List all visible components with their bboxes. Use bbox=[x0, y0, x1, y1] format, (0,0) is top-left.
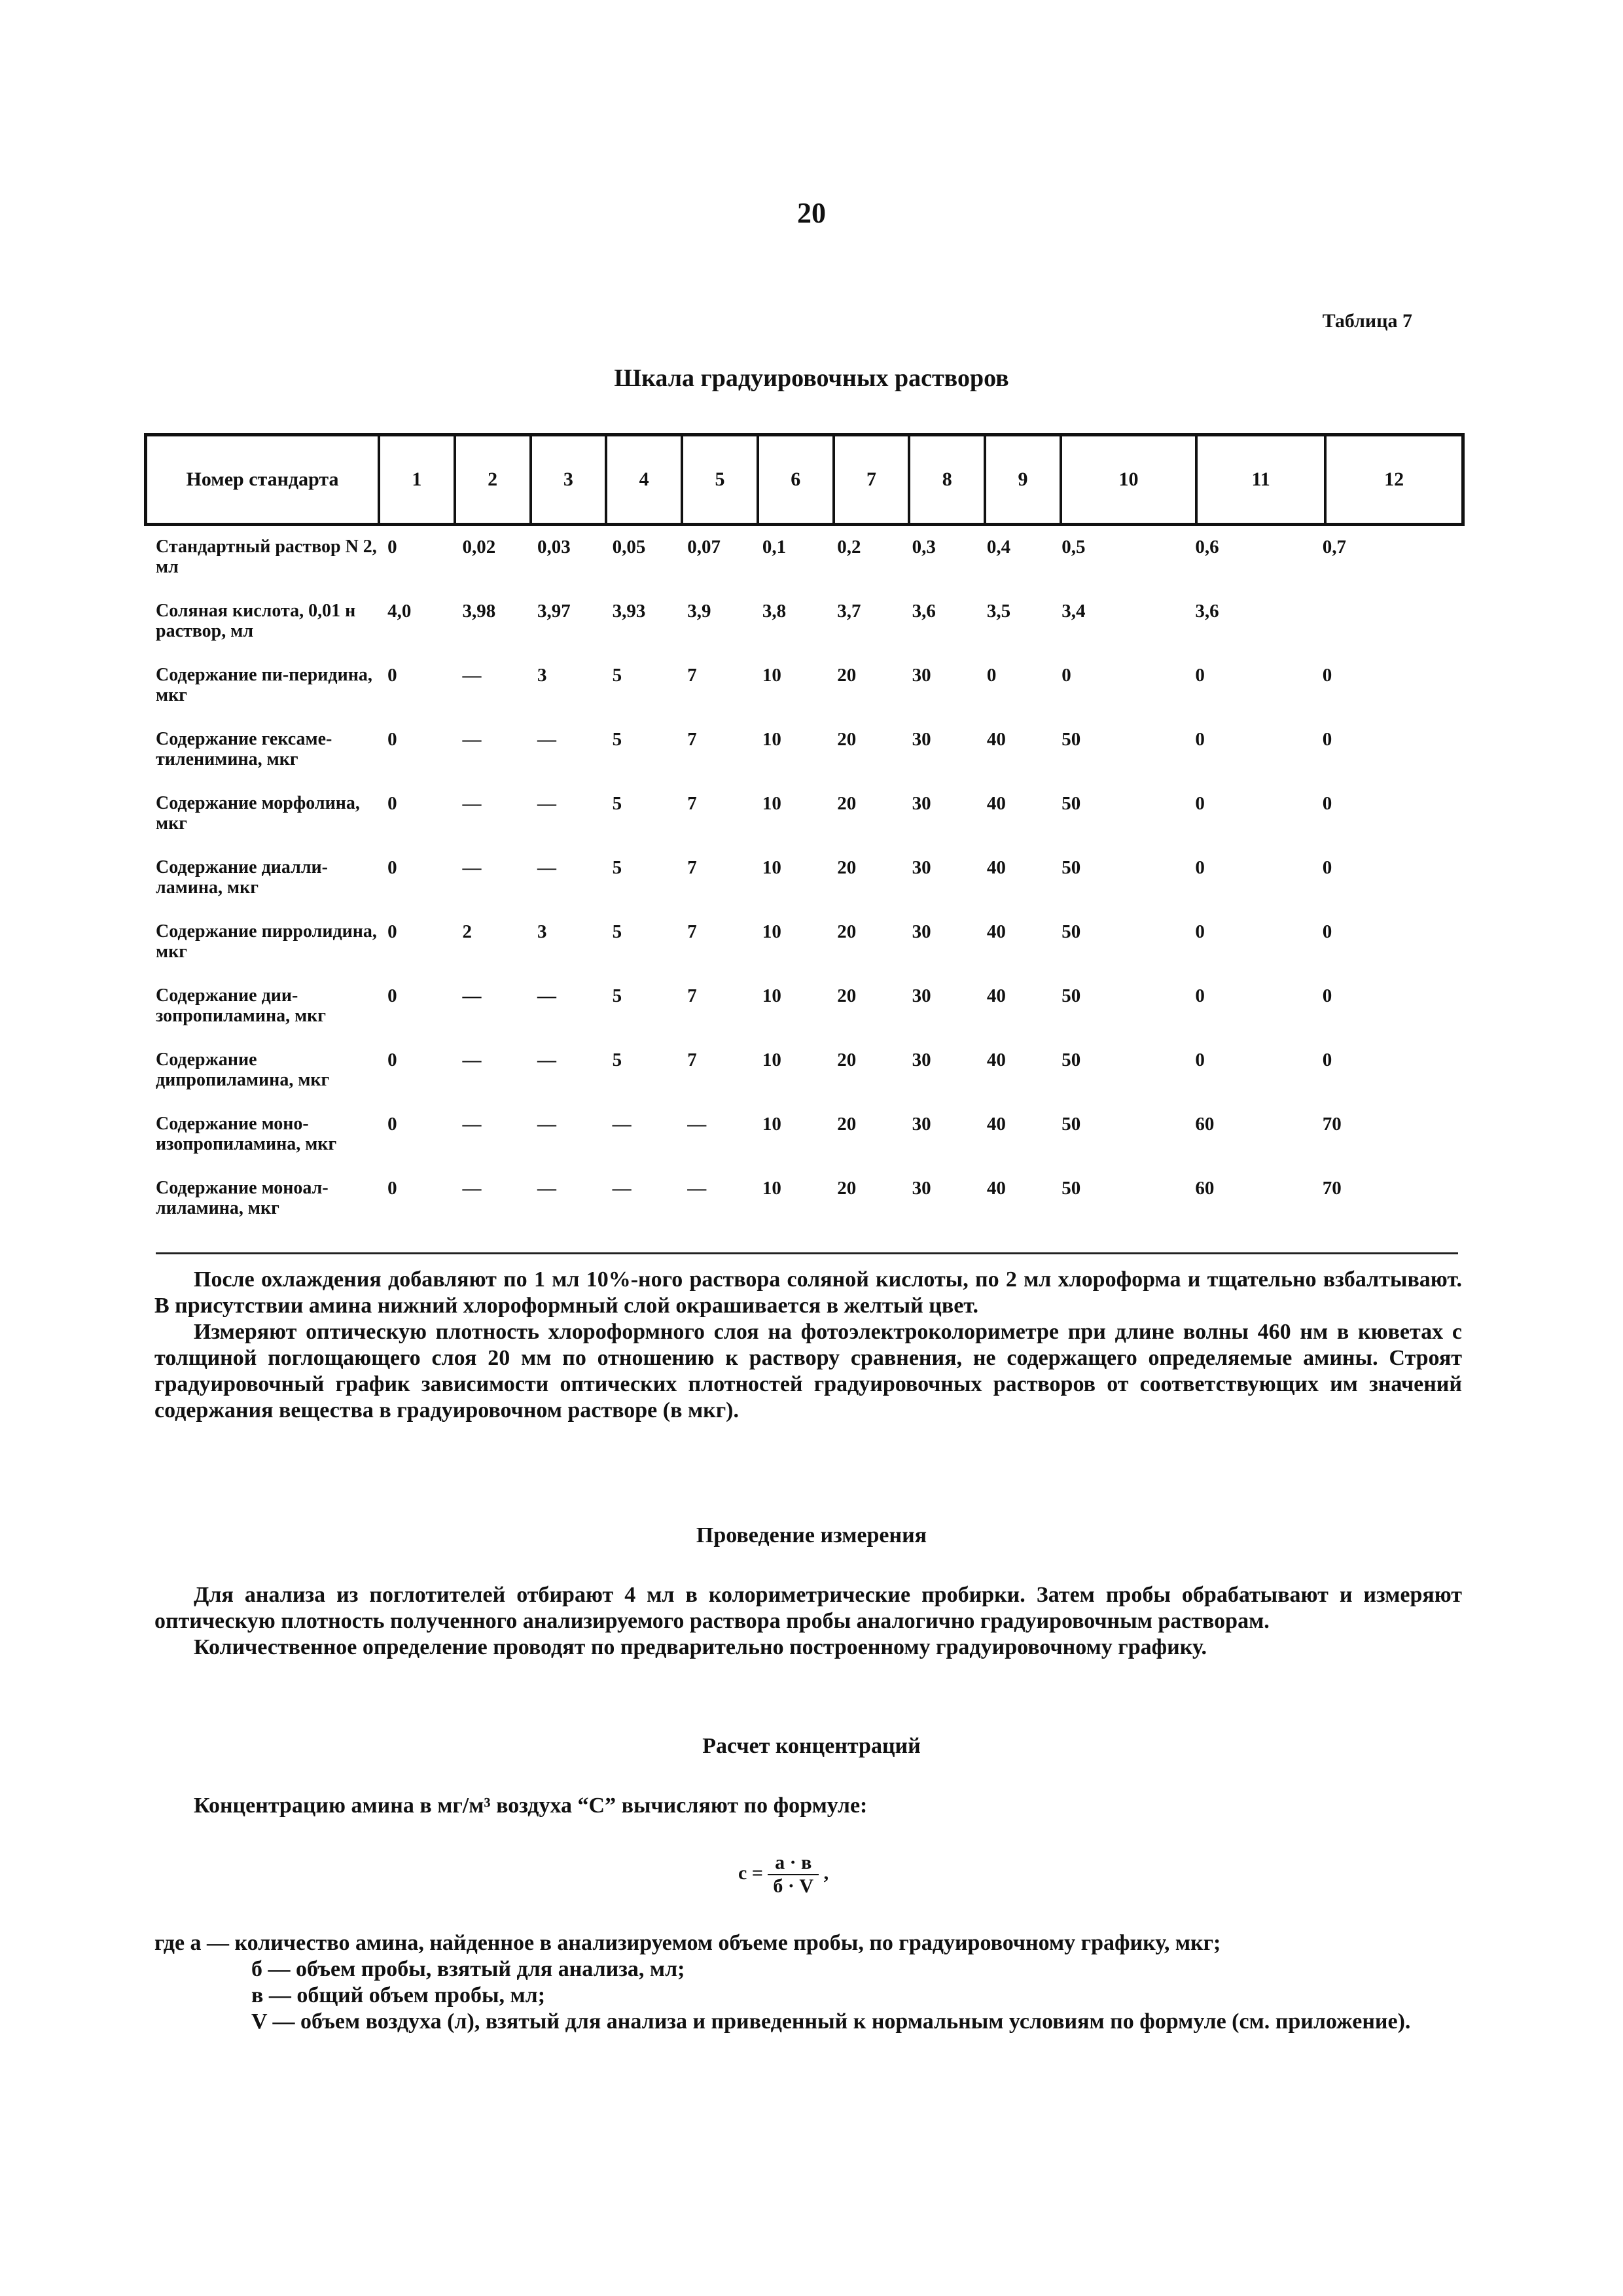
table-header bbox=[144, 433, 1465, 526]
row-label: Содержание гексаме-тиленимина, мкг bbox=[156, 729, 332, 769]
header-number-cell: 9 bbox=[985, 435, 1061, 525]
table-cell: 30 bbox=[912, 1050, 931, 1070]
table-cell: 10 bbox=[762, 665, 781, 686]
table-cell: 40 bbox=[986, 793, 1006, 814]
table-cell: 3,97 bbox=[537, 601, 571, 622]
table-cell: 0,6 bbox=[1195, 537, 1219, 557]
table-cell: 20 bbox=[837, 729, 857, 750]
table-cell: 7 bbox=[687, 665, 697, 686]
table-row bbox=[156, 729, 1458, 793]
table-cell: 5 bbox=[612, 921, 622, 942]
paragraph: Концентрацию амина в мг/м³ воздуха “С” вычисляют по формуле: bbox=[194, 1793, 868, 1818]
table-cell: 30 bbox=[912, 857, 931, 878]
header-number-cell: 1 bbox=[379, 435, 455, 525]
table-cell: — bbox=[687, 1114, 707, 1135]
table-cell: 0 bbox=[387, 1114, 397, 1135]
section-heading-measurement: Проведение измерения bbox=[696, 1523, 927, 1547]
row-label: Содержание диалли-ламина, мкг bbox=[156, 857, 328, 898]
header-number-cell: 11 bbox=[1196, 435, 1325, 525]
table-cell: 0 bbox=[1195, 857, 1205, 878]
table-cell: 0,7 bbox=[1322, 537, 1346, 557]
table-cell: 3,93 bbox=[612, 601, 646, 622]
table-cell: — bbox=[612, 1178, 632, 1199]
paragraph: Для анализа из поглотителей отбирают 4 мл в колориметрические пробирки. Затем пробы обрабатывают и измеряют оптическую плотность полученного анализируемого раствора пробы аналогично градуировочным растворам. bbox=[154, 1583, 1462, 1633]
table-cell: 5 bbox=[612, 857, 622, 878]
table-cell: 7 bbox=[687, 921, 697, 942]
table-cell: 0 bbox=[387, 537, 397, 557]
table-cell: 50 bbox=[1061, 1050, 1081, 1070]
table-cell: — bbox=[462, 729, 482, 750]
table-cell: 50 bbox=[1061, 1178, 1081, 1199]
table-cell: — bbox=[687, 1178, 707, 1199]
table-cell: 10 bbox=[762, 985, 781, 1006]
table-cell: — bbox=[462, 1050, 482, 1070]
formula-lhs: с = bbox=[738, 1862, 763, 1884]
table-cell: 10 bbox=[762, 793, 781, 814]
row-label: Содержание морфолина, мкг bbox=[156, 793, 360, 834]
table-cell: 50 bbox=[1061, 793, 1081, 814]
header-number-cell: 5 bbox=[682, 435, 758, 525]
row-label: Содержание пи-перидина, мкг bbox=[156, 665, 372, 705]
procedure-text bbox=[154, 1267, 1462, 1424]
table-cell: 0,1 bbox=[762, 537, 787, 557]
table-cell: 50 bbox=[1061, 857, 1081, 878]
table-cell: 0,03 bbox=[537, 537, 571, 557]
table-cell: 2 bbox=[462, 921, 472, 942]
table-cell: 30 bbox=[912, 729, 931, 750]
header-number-cell: 4 bbox=[606, 435, 682, 525]
table-cell: 40 bbox=[986, 1114, 1006, 1135]
table-cell: 60 bbox=[1195, 1178, 1215, 1199]
measurement-text bbox=[154, 1582, 1462, 1661]
table-cell: 30 bbox=[912, 921, 931, 942]
table-cell: 10 bbox=[762, 921, 781, 942]
table-cell: 30 bbox=[912, 793, 931, 814]
table-cell: — bbox=[462, 665, 482, 686]
header-row bbox=[146, 435, 1463, 525]
table-cell: 3,6 bbox=[1195, 601, 1219, 622]
table-cell: 70 bbox=[1322, 1178, 1342, 1199]
row-label: Содержание моноал-лиламина, мкг bbox=[156, 1178, 329, 1218]
header-label-cell: Номер стандарта bbox=[146, 435, 380, 525]
table-row bbox=[156, 665, 1458, 729]
table-cell: 0,02 bbox=[462, 537, 496, 557]
table-cell: — bbox=[462, 985, 482, 1006]
row-label: Соляная кислота, 0,01 н раствор, мл bbox=[156, 601, 356, 641]
table-cell: 3,98 bbox=[462, 601, 496, 622]
definition: V — объем воздуха (л), взятый для анализа и приведенный к нормальным условиям по формуле (см. приложение). bbox=[251, 2009, 1411, 2034]
table-cell: 10 bbox=[762, 1050, 781, 1070]
table-cell: 0 bbox=[986, 665, 997, 686]
table-cell: 0 bbox=[1322, 729, 1332, 750]
table-cell: 0 bbox=[1322, 793, 1332, 814]
table-cell: 7 bbox=[687, 729, 697, 750]
table-cell: 0 bbox=[387, 1178, 397, 1199]
table-cell: 20 bbox=[837, 665, 857, 686]
table-label: Таблица 7 bbox=[1322, 310, 1412, 332]
table-cell: 70 bbox=[1322, 1114, 1342, 1135]
table-cell: 0 bbox=[1322, 985, 1332, 1006]
table-cell: 0,3 bbox=[912, 537, 936, 557]
table-cell: 0 bbox=[387, 1050, 397, 1070]
header-number-cell: 6 bbox=[758, 435, 834, 525]
table-cell: 5 bbox=[612, 1050, 622, 1070]
table-cell: 0 bbox=[1195, 985, 1205, 1006]
table-cell: 50 bbox=[1061, 1114, 1081, 1135]
table-cell: 40 bbox=[986, 1050, 1006, 1070]
table-cell: — bbox=[537, 1178, 557, 1199]
table-cell: — bbox=[462, 793, 482, 814]
table-cell: 30 bbox=[912, 985, 931, 1006]
table-cell: 20 bbox=[837, 1114, 857, 1135]
table-cell bbox=[1323, 601, 1458, 665]
table-cell: 3 bbox=[537, 665, 547, 686]
header-number-cell: 8 bbox=[909, 435, 985, 525]
table-cell: 40 bbox=[986, 921, 1006, 942]
paragraph: Количественное определение проводят по предварительно построенному градуировочному графику. bbox=[194, 1635, 1207, 1659]
formula-definitions bbox=[154, 1930, 1462, 2035]
table-row bbox=[156, 1178, 1458, 1242]
table-cell: 0 bbox=[1061, 665, 1071, 686]
table-title: Шкала градуировочных растворов bbox=[614, 364, 1009, 392]
table-cell: 40 bbox=[986, 985, 1006, 1006]
table-cell: 0 bbox=[1195, 793, 1205, 814]
definition: б — объем пробы, взятый для анализа, мл; bbox=[251, 1957, 685, 1981]
page-number: 20 bbox=[797, 197, 826, 229]
table-cell: — bbox=[537, 1050, 557, 1070]
row-label: Содержание пирролидина, мкг bbox=[156, 921, 377, 962]
table-cell: 0 bbox=[387, 729, 397, 750]
definition: где а — количество амина, найденное в анализируемом объеме пробы, по градуировочному графику, мкг; bbox=[154, 1931, 1221, 1955]
table-cell: 0 bbox=[1322, 921, 1332, 942]
header-number-cell: 12 bbox=[1325, 435, 1463, 525]
table-cell: 0 bbox=[1195, 921, 1205, 942]
table-cell: 30 bbox=[912, 1114, 931, 1135]
table-cell: 0,5 bbox=[1061, 537, 1086, 557]
table-cell: 3,8 bbox=[762, 601, 787, 622]
table-cell: 3 bbox=[537, 921, 547, 942]
table-cell: 3,7 bbox=[837, 601, 861, 622]
table-cell: 4,0 bbox=[387, 601, 412, 622]
table-row bbox=[156, 1114, 1458, 1178]
table-cell: 30 bbox=[912, 1178, 931, 1199]
table-cell: 20 bbox=[837, 793, 857, 814]
table-cell: 0 bbox=[1195, 729, 1205, 750]
table-cell: 10 bbox=[762, 857, 781, 878]
table-cell: 20 bbox=[837, 985, 857, 1006]
paragraph: После охлаждения добавляют по 1 мл 10%-ного раствора соляной кислоты, по 2 мл хлороформа и тщательно взбалтывают. В присутствии амина нижний хлороформный слой окрашивается в желтый цвет. bbox=[154, 1267, 1462, 1318]
header-number-cell: 2 bbox=[455, 435, 531, 525]
definition: в — общий объем пробы, мл; bbox=[251, 1983, 546, 2007]
table-cell: 7 bbox=[687, 1050, 697, 1070]
table-cell: 10 bbox=[762, 1114, 781, 1135]
table-cell: 40 bbox=[986, 729, 1006, 750]
table-cell: 0 bbox=[1322, 857, 1332, 878]
table-cell: 0,07 bbox=[687, 537, 721, 557]
table-cell: 0 bbox=[387, 665, 397, 686]
table-cell: 10 bbox=[762, 1178, 781, 1199]
standards-table bbox=[156, 537, 1458, 1242]
table-cell: 20 bbox=[837, 857, 857, 878]
table-cell: — bbox=[537, 729, 557, 750]
table-cell: 3,6 bbox=[912, 601, 936, 622]
table-cell: 50 bbox=[1061, 921, 1081, 942]
header-number-cell: 3 bbox=[531, 435, 607, 525]
table-cell: 3,5 bbox=[986, 601, 1011, 622]
formula-tail: , bbox=[823, 1862, 829, 1884]
table-cell: — bbox=[537, 857, 557, 878]
table-cell: — bbox=[462, 1114, 482, 1135]
table-cell: 0 bbox=[387, 857, 397, 878]
table-cell: 7 bbox=[687, 793, 697, 814]
table-cell: 10 bbox=[762, 729, 781, 750]
table-cell: 0 bbox=[1322, 1050, 1332, 1070]
row-label: Содержание моно-изопропиламина, мкг bbox=[156, 1114, 337, 1154]
formula-denominator: б · V bbox=[773, 1875, 814, 1897]
table-cell: 0,4 bbox=[986, 537, 1011, 557]
table-cell: 7 bbox=[687, 985, 697, 1006]
table-cell: 0 bbox=[1195, 1050, 1205, 1070]
table-cell: 0 bbox=[1195, 665, 1205, 686]
section-heading-calc: Расчет концентраций bbox=[702, 1734, 921, 1758]
header-number-cell: 10 bbox=[1061, 435, 1196, 525]
table-cell: 40 bbox=[986, 857, 1006, 878]
table-cell: — bbox=[537, 1114, 557, 1135]
table-cell: 7 bbox=[687, 857, 697, 878]
table-cell: 0 bbox=[387, 793, 397, 814]
table-row bbox=[156, 921, 1458, 985]
table-cell: 30 bbox=[912, 665, 931, 686]
calc-intro bbox=[154, 1793, 1462, 1819]
table-row bbox=[156, 537, 1458, 601]
table-cell: — bbox=[537, 985, 557, 1006]
table-cell: 50 bbox=[1061, 729, 1081, 750]
formula-fraction bbox=[768, 1852, 819, 1898]
table-row bbox=[156, 857, 1458, 921]
table-cell: — bbox=[462, 1178, 482, 1199]
header-number-cell: 7 bbox=[834, 435, 910, 525]
table-cell: 0 bbox=[387, 985, 397, 1006]
standards-table-body bbox=[156, 537, 1458, 1242]
table-cell: 40 bbox=[986, 1178, 1006, 1199]
row-label: Содержание дипропиламина, мкг bbox=[156, 1050, 330, 1090]
table-cell: 60 bbox=[1195, 1114, 1215, 1135]
table-cell: 5 bbox=[612, 985, 622, 1006]
table-cell: 0,05 bbox=[612, 537, 646, 557]
table-cell: 0 bbox=[1322, 665, 1332, 686]
table-cell: 20 bbox=[837, 921, 857, 942]
table-row bbox=[156, 793, 1458, 857]
table-bottom-rule bbox=[156, 1252, 1458, 1254]
table-cell: 20 bbox=[837, 1178, 857, 1199]
table-cell: 0 bbox=[387, 921, 397, 942]
table-cell: 50 bbox=[1061, 985, 1081, 1006]
table-cell: 3,9 bbox=[687, 601, 711, 622]
concentration-formula bbox=[738, 1852, 829, 1898]
paragraph: Измеряют оптическую плотность хлороформного слоя на фотоэлектроколориметре при длине волны 460 нм в кюветах с толщиной поглощающего слоя 20 мм по отношению к раствору сравнения, не содержащего определяемые амины. Строят градуировочный график зависимости оптических плотностей градуировочных растворов от соответствующих им значений содержания вещества в градуировочном растворе (в мкг). bbox=[154, 1320, 1462, 1422]
table-cell: — bbox=[462, 857, 482, 878]
table-row bbox=[156, 985, 1458, 1050]
table-cell: 5 bbox=[612, 729, 622, 750]
row-label: Содержание дии-зопропиламина, мкг bbox=[156, 985, 327, 1026]
table-cell: 5 bbox=[612, 665, 622, 686]
table-cell: — bbox=[612, 1114, 632, 1135]
table-cell: — bbox=[537, 793, 557, 814]
table-cell: 3,4 bbox=[1061, 601, 1086, 622]
table-cell: 0,2 bbox=[837, 537, 861, 557]
formula-numerator: а · в bbox=[768, 1852, 819, 1875]
row-label: Стандартный раствор N 2, мл bbox=[156, 537, 377, 577]
table-row bbox=[156, 1050, 1458, 1114]
table-row bbox=[156, 601, 1458, 665]
table-cell: 20 bbox=[837, 1050, 857, 1070]
table-cell: 5 bbox=[612, 793, 622, 814]
